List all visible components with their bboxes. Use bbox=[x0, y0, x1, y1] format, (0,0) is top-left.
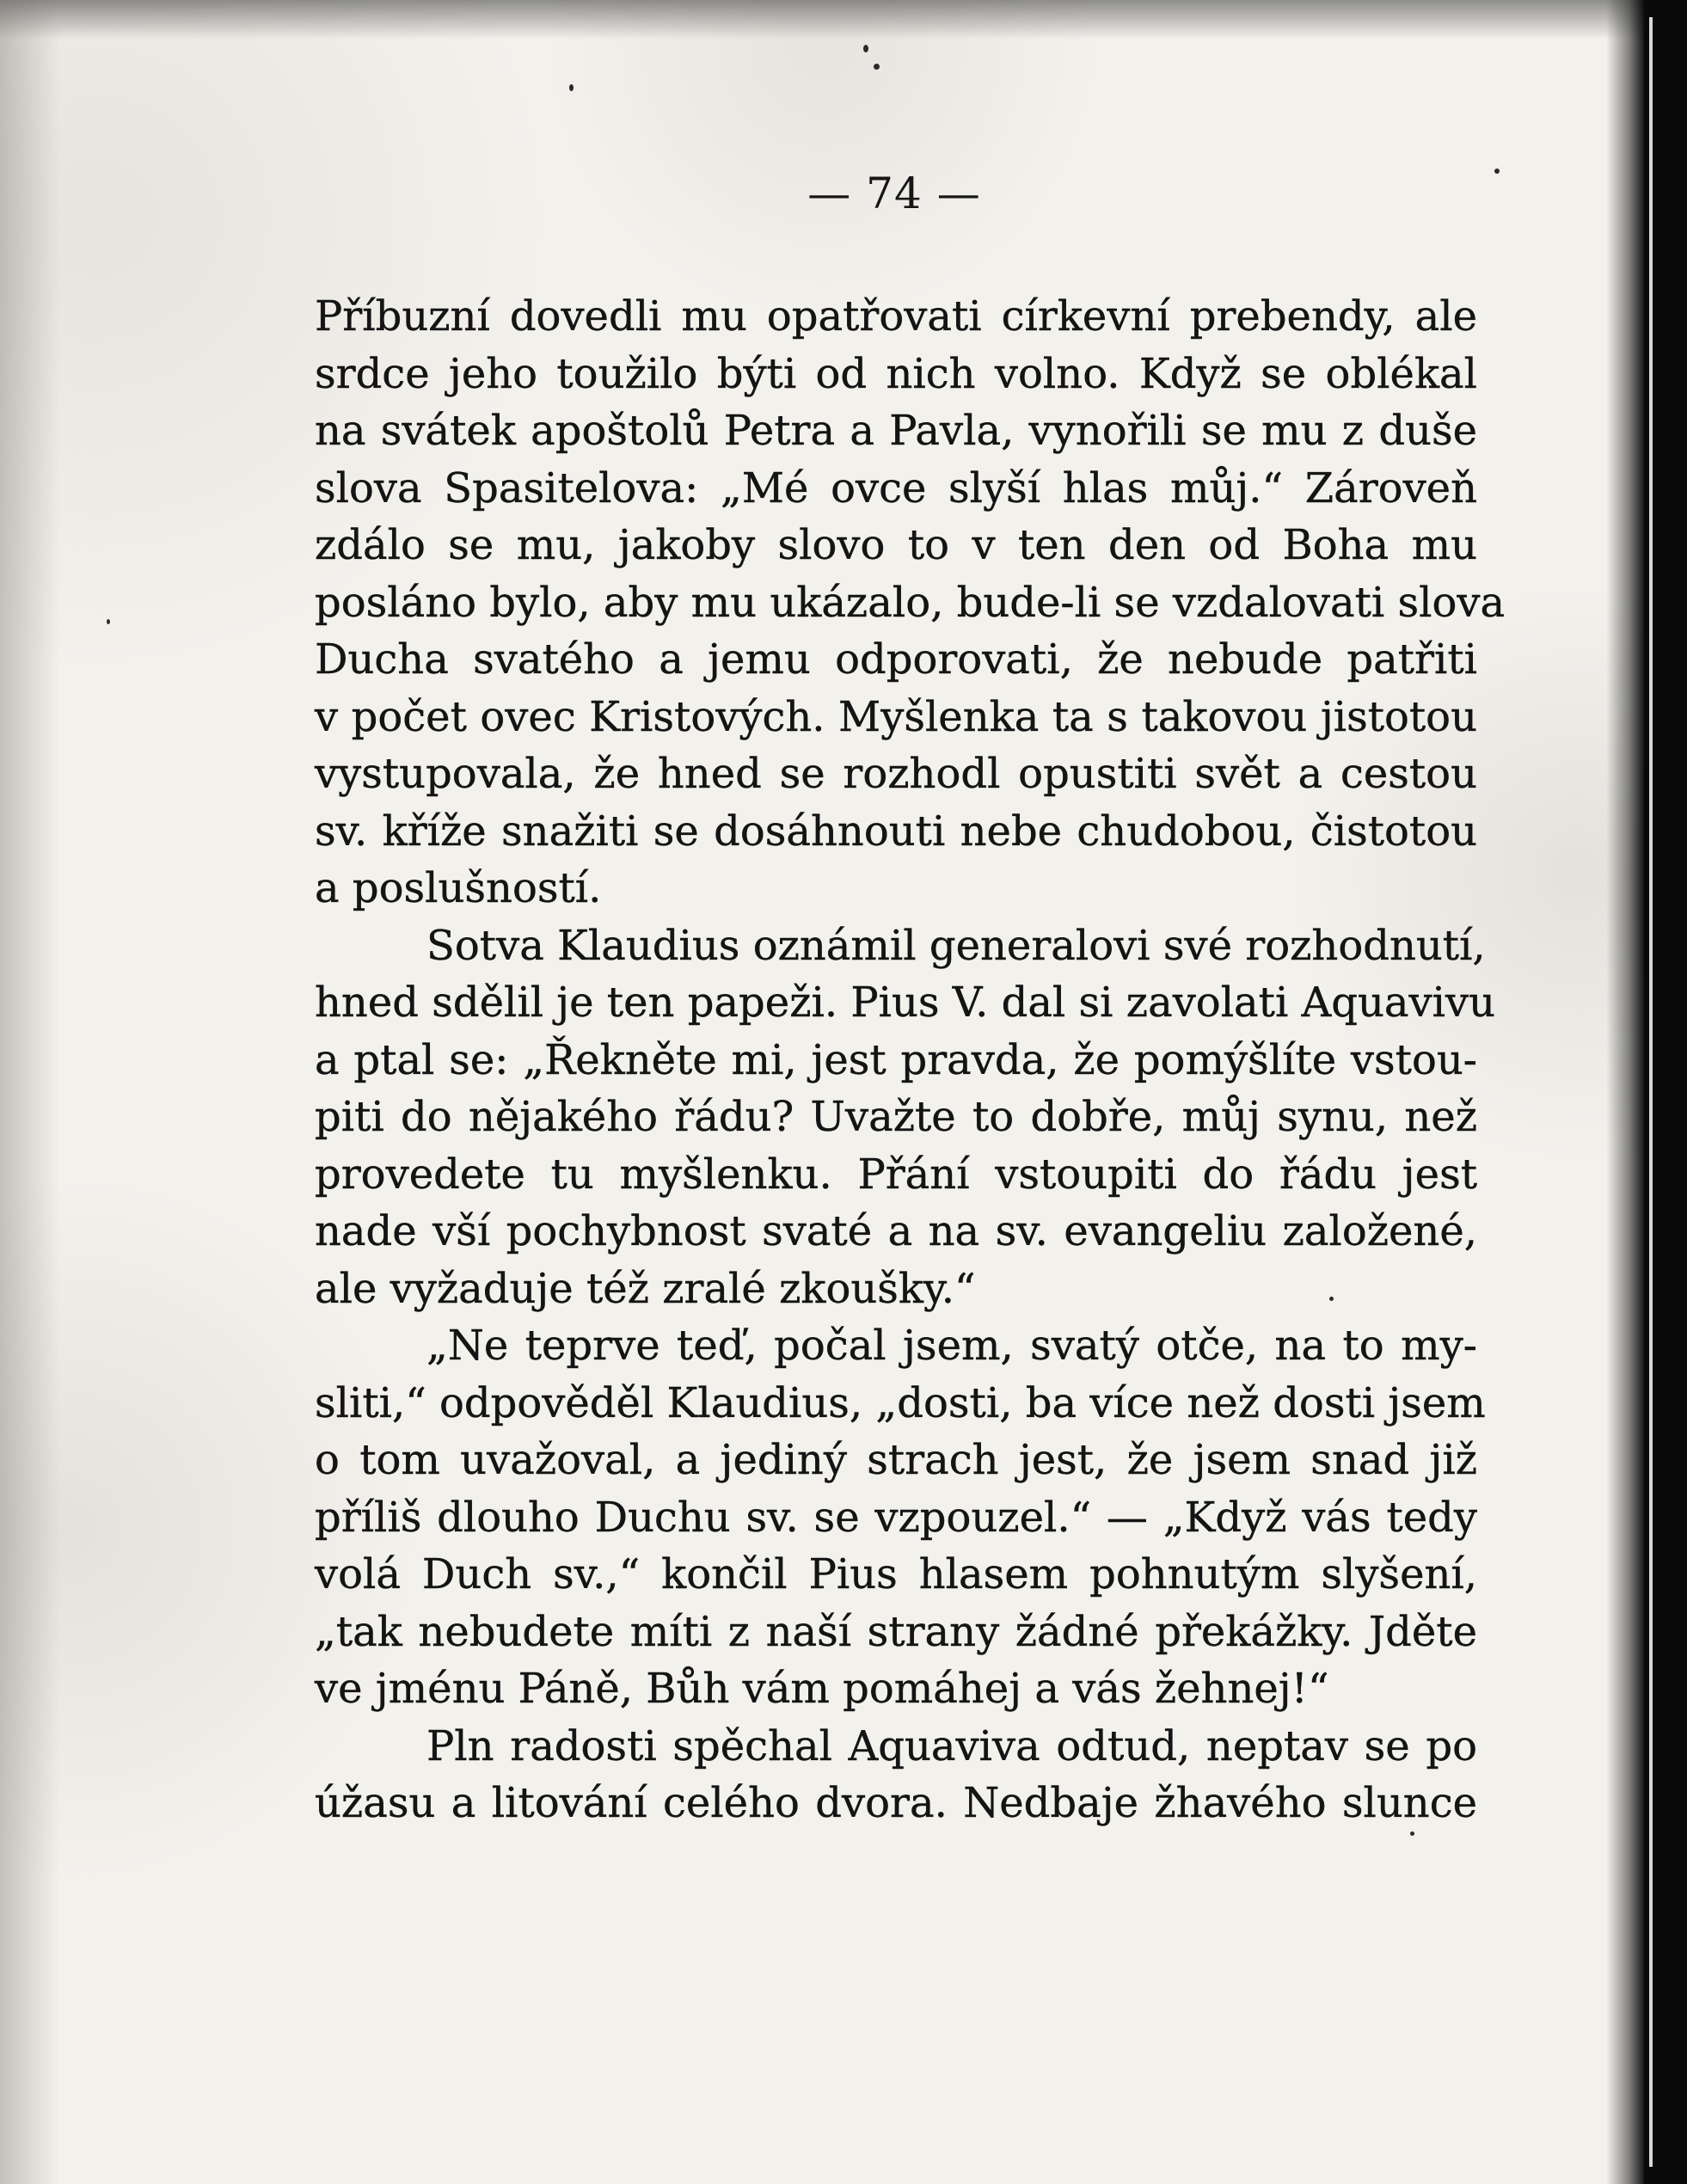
text-line: posláno bylo, aby mu ukázalo, bude-li se vzdalovati slova bbox=[315, 578, 1506, 627]
text-line: sv. kříže snažiti se dosáhnouti nebe chudobou, čistotou bbox=[315, 807, 1477, 856]
text-line: slova Spasitelova: „Mé ovce slyší hlas můj.“ Zároveň bbox=[315, 463, 1477, 512]
text-line: a poslušností. bbox=[315, 864, 602, 912]
text-line: Sotva Klaudius oznámil generalovi své rozhodnutí, bbox=[426, 921, 1486, 970]
text-line: „Ne teprve teď, počal jsem, svatý otče, na to my- bbox=[426, 1322, 1477, 1370]
dust-speck bbox=[863, 45, 868, 52]
text-line: na svátek apoštolů Petra a Pavla, vynořili se mu z duše bbox=[315, 407, 1477, 455]
dust-speck bbox=[569, 84, 574, 91]
page-fold-shadow bbox=[1606, 0, 1644, 2184]
text-line: vystupovala, že hned se rozhodl opustiti svět a cestou bbox=[315, 750, 1477, 798]
text-line: nade vší pochybnost svaté a na sv. evangeliu založené, bbox=[315, 1207, 1477, 1255]
text-line: úžasu a litování celého dvora. Nedbaje žhavého slunce bbox=[315, 1779, 1477, 1827]
text-line: ale vyžaduje též zralé zkoušky.“ bbox=[315, 1264, 976, 1313]
text-line: volá Duch sv.,“ končil Pius hlasem pohnutým slyšení, bbox=[315, 1550, 1477, 1598]
text-line: piti do nějakého řádu? Uvažte to dobře, můj synu, než bbox=[315, 1093, 1477, 1141]
text-line: Ducha svatého a jemu odporovati, že nebude patřiti bbox=[315, 635, 1477, 684]
text-line: zdálo se mu, jakoby slovo to v ten den od Boha mu bbox=[315, 521, 1477, 569]
text-line: ve jménu Páně, Bůh vám pomáhej a vás žehnej!“ bbox=[315, 1665, 1329, 1713]
page-number: — 74 — bbox=[807, 169, 981, 218]
dust-speck bbox=[1329, 1297, 1334, 1301]
text-line: Příbuzní dovedli mu opatřovati církevní prebendy, ale bbox=[315, 292, 1477, 340]
left-edge-shadow bbox=[0, 0, 60, 2184]
text-line: v počet ovec Kristových. Myšlenka ta s takovou jistotou bbox=[315, 692, 1477, 741]
text-line: o tom uvažoval, a jediný strach jest, že jsem snad již bbox=[315, 1436, 1477, 1484]
dust-speck bbox=[1410, 1831, 1414, 1836]
scan-border-line bbox=[1649, 17, 1653, 2167]
text-line: hned sdělil je ten papeži. Pius V. dal si zavolati Aquavivu bbox=[315, 979, 1495, 1027]
text-line: srdce jeho toužilo býti od nich volno. Když se oblékal bbox=[315, 349, 1477, 398]
text-line: příliš dlouho Duchu sv. se vzpouzel.“ — „Když vás tedy bbox=[315, 1493, 1477, 1542]
text-line: Pln radosti spěchal Aquaviva odtud, neptav se po bbox=[426, 1721, 1477, 1770]
dust-speck bbox=[874, 64, 880, 70]
top-edge-shadow bbox=[0, 0, 1644, 40]
text-line: sliti,“ odpověděl Klaudius, „dosti, ba více než dosti jsem bbox=[315, 1378, 1486, 1427]
text-line: a ptal se: „Řekněte mi, jest pravda, že pomýšlíte vstou- bbox=[315, 1035, 1477, 1084]
dust-speck bbox=[1494, 169, 1500, 174]
dust-speck bbox=[107, 619, 110, 624]
text-line: „tak nebudete míti z naší strany žádné překážky. Jděte bbox=[315, 1607, 1477, 1656]
body-text bbox=[315, 288, 1506, 1832]
text-line: provedete tu myšlenku. Přání vstoupiti do řádu jest bbox=[315, 1150, 1477, 1199]
